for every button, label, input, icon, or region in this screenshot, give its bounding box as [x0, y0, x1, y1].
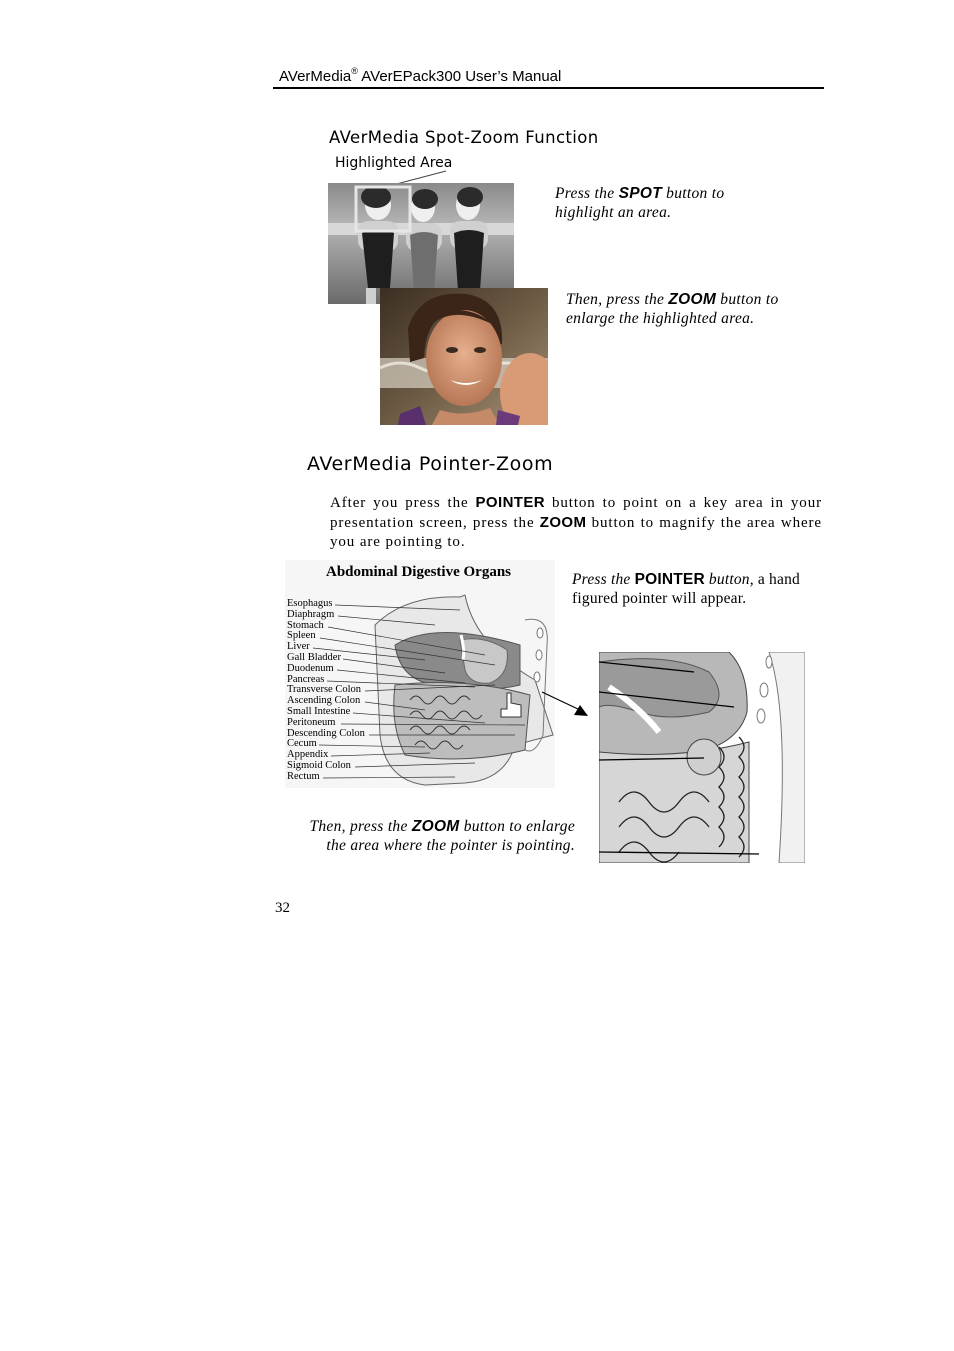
organ-label: Esophagus [287, 598, 333, 609]
organ-label: Gall Bladder [287, 651, 341, 663]
header-rule [273, 87, 824, 89]
spot-caption [555, 184, 755, 222]
organ-label: Appendix [287, 749, 329, 761]
zoomed-face-photo [380, 288, 548, 425]
organ-label: Sigmoid Colon [287, 759, 351, 771]
organ-label: Stomach [287, 619, 324, 631]
organ-label: Rectum [287, 770, 320, 782]
organ-label: Cecum [287, 738, 317, 750]
diagram-title: Abdominal Digestive Organs [326, 564, 512, 580]
body-text-3: button to magnify the area where you are pointing to. [330, 515, 822, 550]
spot-button-label: SPOT [618, 185, 662, 202]
zoom-button-label-body: ZOOM [539, 514, 587, 531]
running-header [279, 66, 561, 85]
organ-label: Small Intestine [287, 705, 351, 717]
spot-caption-post: button to highlight an area. [555, 185, 725, 221]
highlighted-area-label: Highlighted Area [335, 155, 453, 171]
organ-label: Liver [287, 641, 310, 653]
three-women-photo [328, 183, 514, 304]
pointer-zoom-caption [290, 817, 575, 855]
registered-mark: ® [351, 66, 358, 76]
zoom-caption-post: button to enlarge the highlighted area. [566, 291, 779, 327]
pointer-zoom-body [330, 493, 822, 552]
zoom-caption [566, 290, 802, 328]
zoom-button-label: ZOOM [668, 291, 717, 308]
organ-label: Duodenum [287, 662, 334, 674]
organ-label: Peritoneum [287, 716, 336, 728]
organ-label: Transverse Colon [287, 684, 361, 696]
spot-zoom-heading: AVerMedia Spot-Zoom Function [329, 128, 599, 147]
zoom-button-label-caption: ZOOM [411, 818, 460, 835]
pointer-caption [572, 570, 802, 608]
organ-label: Descending Colon [287, 727, 365, 739]
pointer-zoom-caption-post: button to enlarge the area where the pointer is pointing. [326, 818, 575, 854]
pointer-caption-pre: Press the [572, 571, 635, 588]
pointer-zoom-caption-pre: Then, press the [309, 818, 412, 835]
pointer-caption-mid: button, [704, 571, 754, 588]
pointer-zoom-heading: AVerMedia Pointer-Zoom [307, 453, 554, 475]
organ-label: Ascending Colon [287, 695, 361, 707]
organ-label: Spleen [287, 630, 316, 642]
body-text-2: button to point on a key area in your presentation screen, press the [330, 495, 822, 531]
header-brand: AVerMedia [279, 68, 352, 85]
body-text-1: After you press the [330, 495, 476, 511]
zoomed-diagram [599, 652, 805, 863]
organ-label: Diaphragm [287, 608, 335, 620]
pointer-caption-post: a hand figured pointer will appear. [572, 571, 800, 607]
page-number: 32 [275, 900, 290, 916]
zoom-caption-pre: Then, press the [566, 291, 669, 308]
organ-label: Pancreas [287, 673, 325, 685]
zoom-arrow-icon [540, 690, 592, 720]
abdominal-organs-diagram [285, 585, 555, 790]
spot-caption-pre: Press the [555, 185, 619, 202]
pointer-button-label: POINTER [475, 494, 546, 511]
header-title: AVerEPack300 User’s Manual [361, 68, 562, 85]
pointer-button-label-caption: POINTER [634, 571, 705, 588]
